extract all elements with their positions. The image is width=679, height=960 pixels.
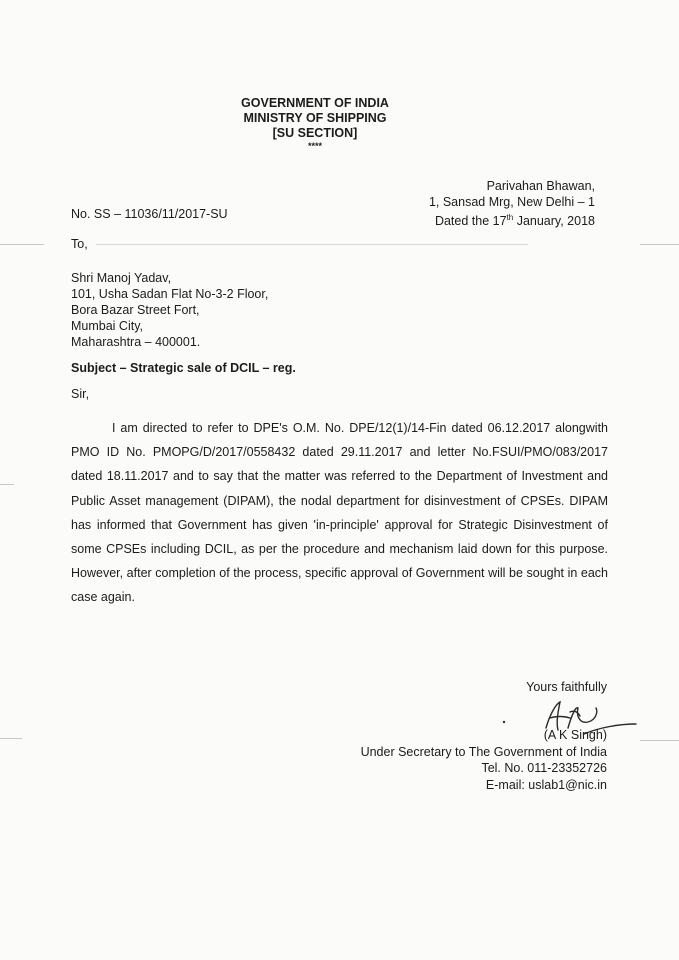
signer-designation: Under Secretary to The Government of India [360,744,607,759]
recipient-line-4: Maharashtra – 400001. [71,335,201,349]
reference-number: No. SS – 11036/11/2017-SU [71,207,228,221]
sender-address [429,178,595,229]
fold-line-middle [96,244,528,245]
signer-name: (A K Singh) [543,728,607,742]
recipient-line-3: Mumbai City, [71,319,144,333]
fold-line-left [0,244,44,245]
letterhead-section: [SU SECTION] [272,126,358,140]
signer-email: E-mail: uslab1@nic.in [485,777,607,792]
closing: Yours faithfully [526,680,607,694]
letterhead [200,96,430,151]
body-paragraph [71,416,608,610]
recipient-address [71,270,268,350]
letterhead-stars: **** [307,141,322,151]
margin-mark-left [0,484,14,485]
letterhead-government: GOVERNMENT OF INDIA [241,96,389,110]
date-month-year: January, 2018 [513,214,595,229]
fold-line-right [640,244,679,245]
signer-block [361,727,607,793]
address-line-2: 1, Sansad Mrg, New Delhi – 1 [428,195,595,209]
salutation: Sir, [71,387,90,401]
margin-mark-right-lower [640,740,679,741]
margin-mark-left-lower [0,738,22,739]
letter-date [429,210,595,229]
address-line-1: Parivahan Bhawan, [486,179,595,193]
letterhead-ministry: MINISTRY OF SHIPPING [243,111,387,125]
body-text: I am directed to refer to DPE's O.M. No. DPE/12(1)/14-Fin dated 06.12.2017 alongwith PMO ID No. PMOPG/D/2017/0558432 dated 29.11.2017 and letter No.FSUI/PMO/083/2017 dated 18.11.2017 and to say that the matter was referred to the Department of Investment and Public Asset management (DIPAM), the nodal department for disinvestment of CPSEs. DIPAM has informed that Government has given 'in-principle' approval for Strategic Disinvestment of some CPSEs including DCIL, as per the procedure and mechanism laid down for this purpose. However, after completion of the process, specific approval of Government will be sought in each case again. [71,421,608,605]
recipient-line-1: 101, Usha Sadan Flat No-3-2 Floor, [71,287,269,301]
recipient-name: Shri Manoj Yadav, [71,271,172,285]
recipient-line-2: Bora Bazar Street Fort, [71,303,200,317]
date-prefix: Dated the 17 [434,214,507,229]
signer-telephone: Tel. No. 011-23352726 [481,761,607,775]
subject-line: Subject – Strategic sale of DCIL – reg. [71,361,296,375]
to-label: To, [71,237,88,251]
date-suffix-sup: th [506,213,514,222]
